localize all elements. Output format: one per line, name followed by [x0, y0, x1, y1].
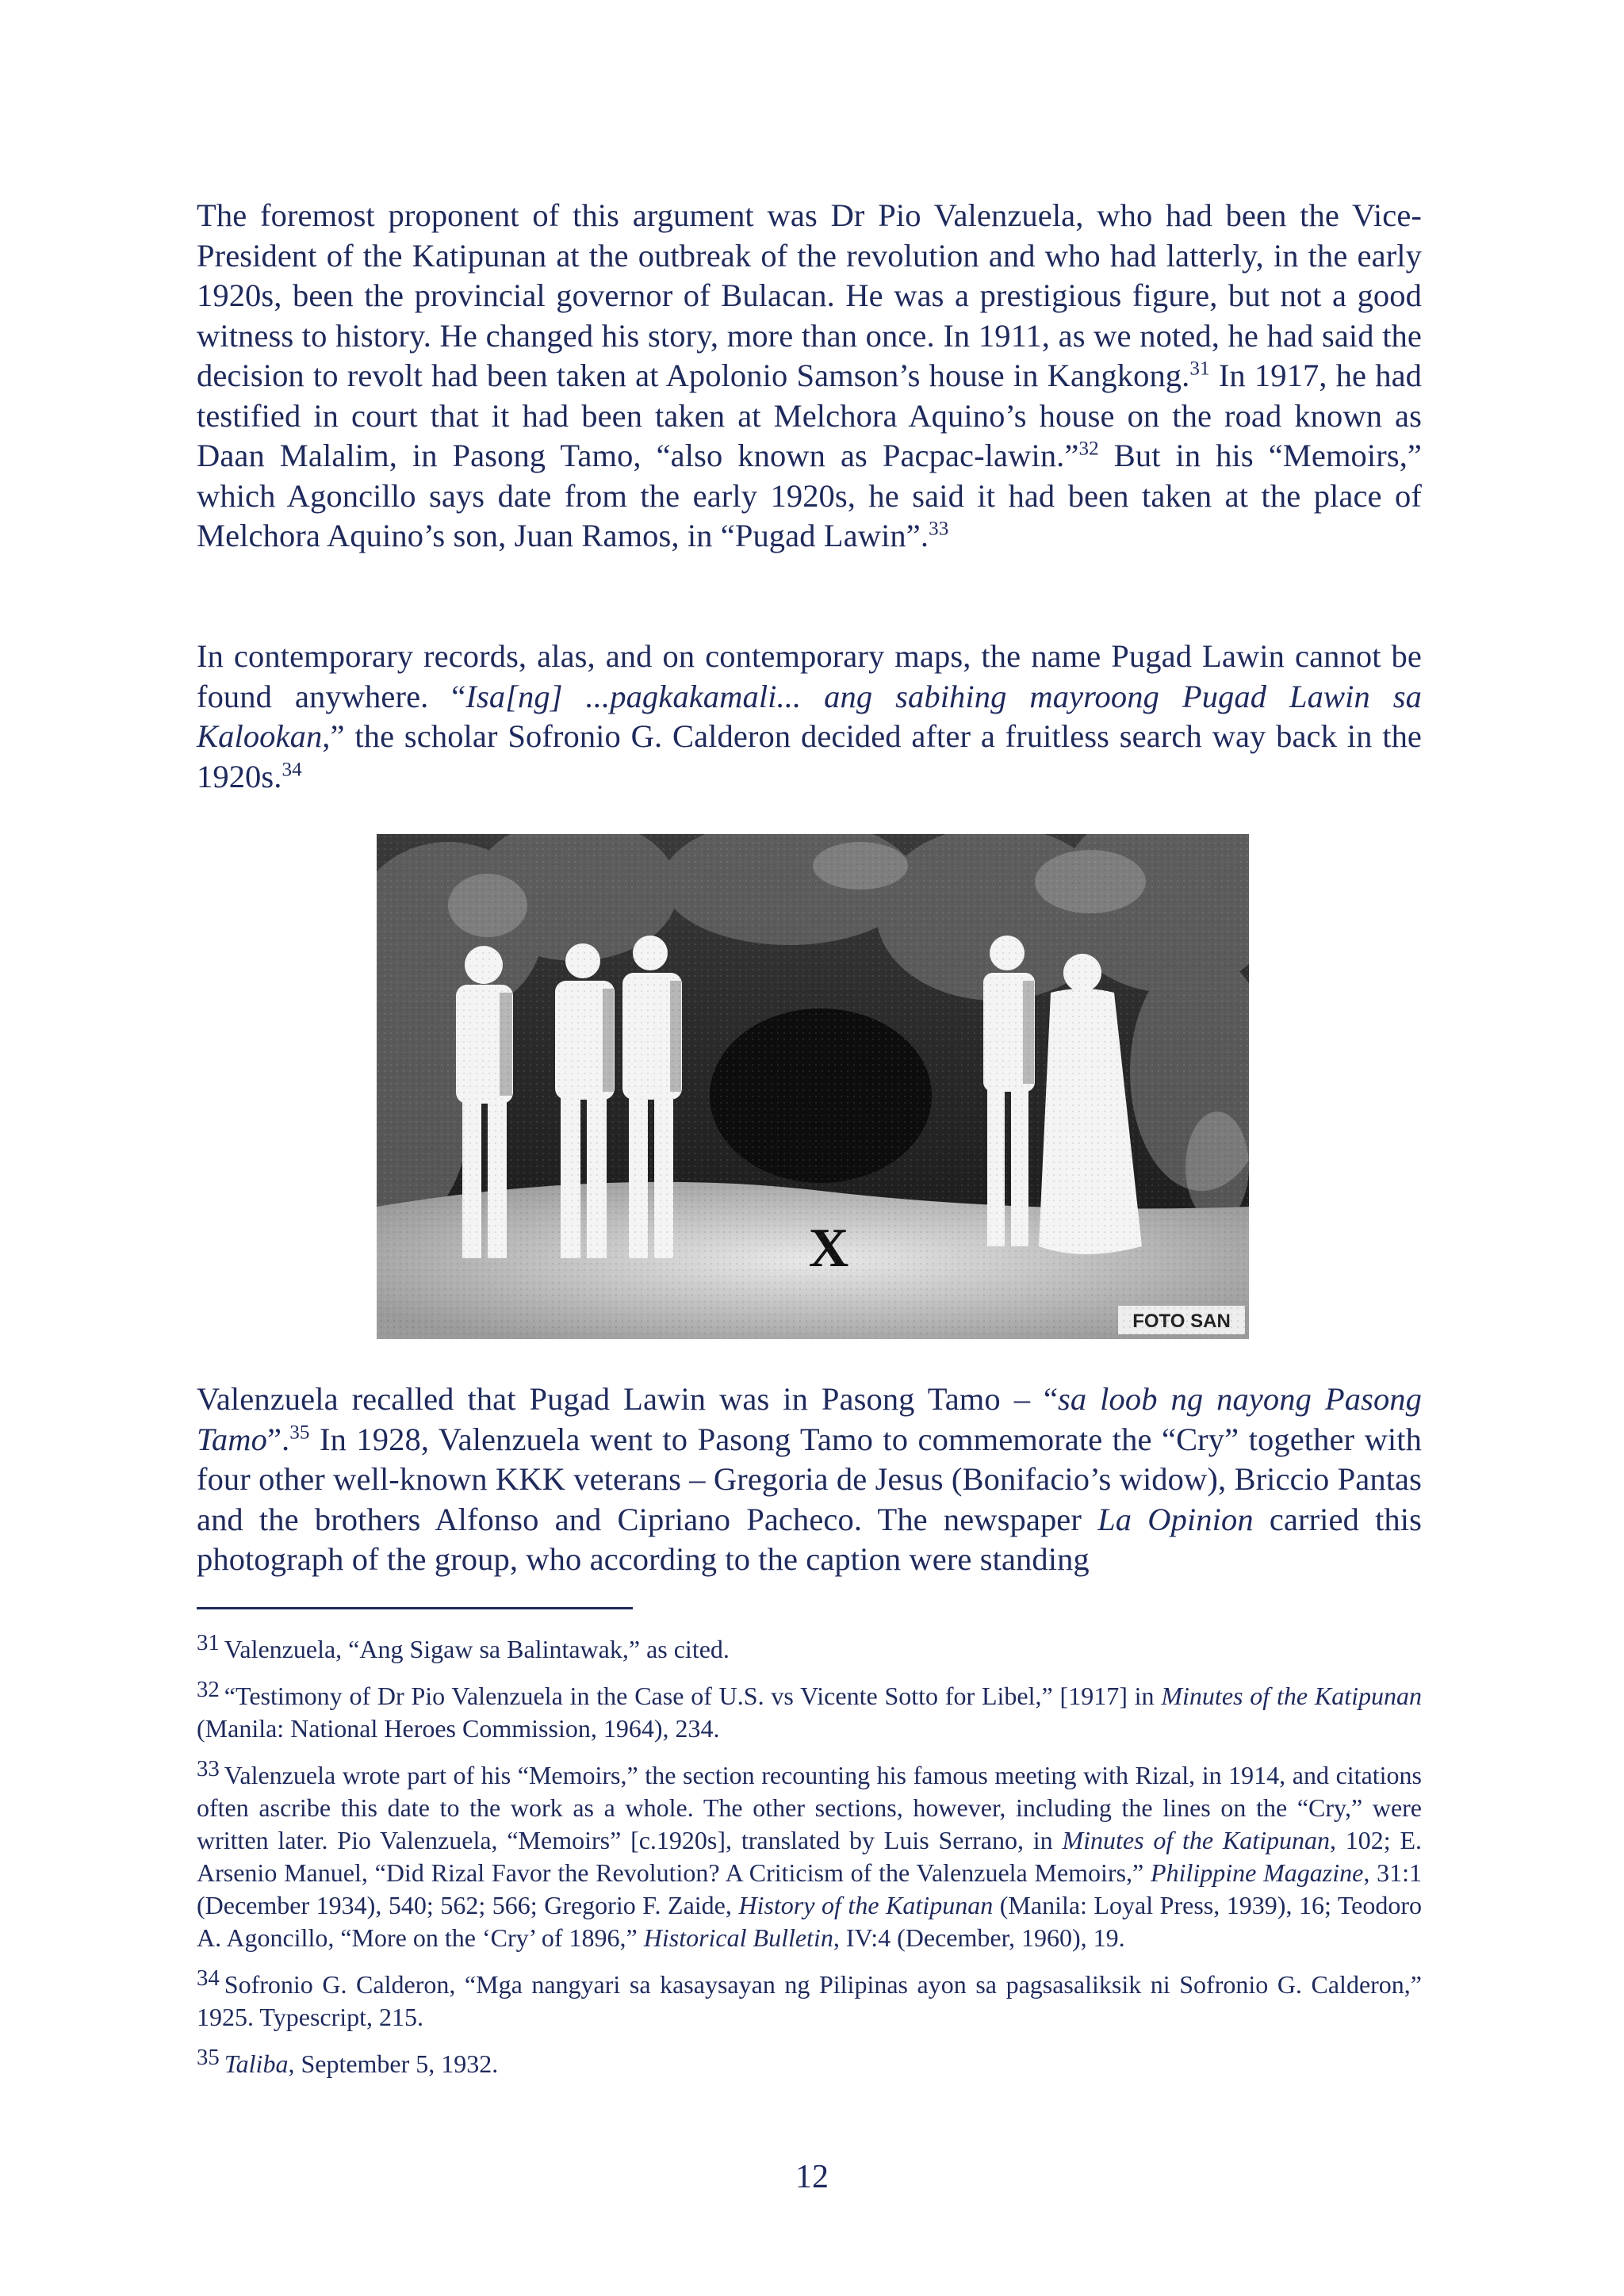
- footnote-text: (Manila: Loyal Press, 1939), 16; Teodoro A. Agoncillo, “More on the ‘Cry’ of 1896,”: [197, 1891, 1423, 1953]
- footnote-italic-text: Taliba: [224, 2049, 289, 2079]
- photo-grain: [377, 834, 1249, 1339]
- footnote-31: [197, 1627, 1422, 1666]
- footnote-text: , IV:4 (December, 1960), 19.: [833, 1923, 1125, 1953]
- footnote-35: [197, 2042, 1422, 2080]
- footnote-text: Valenzuela wrote part of his “Memoirs,” the section recounting his famous meeting with Rizal, in 1914, and citations often ascribe this date to the work as a whole. The other sections, however, including the lines on the “Cry,” were written later. Pio Valenzuela, “Memoirs” [c.1920s], translated by Luis Serrano, in: [197, 1761, 1422, 1855]
- paragraph-text: carried this photograph of the group, who according to the caption were standing: [197, 1501, 1422, 1577]
- paragraph-text: In 1917, he had testified in court that it had been taken at Melchora Aquino’s house on the road known as Daan Malalim, in Pasong Tamo, “also known as Pacpac-lawin.”: [197, 358, 1422, 473]
- footnote-34: [197, 1962, 1422, 2034]
- paragraph-text: ,” the scholar Sofronio G. Calderon decided after a fruitless search way back in the 1920s.: [197, 718, 1422, 794]
- footnote-number: 35: [197, 2045, 220, 2071]
- footnote-text: , 102; E. Arsenio Manuel, “Did Rizal Favor the Revolution? A Criticism of the Valenzuela Memoirs,”: [197, 1826, 1423, 1888]
- footnote-number: 33: [197, 1756, 220, 1782]
- italic-quote: sa loob ng nayong Pasong Tamo: [197, 1381, 1422, 1457]
- footnote-number: 32: [197, 1677, 220, 1703]
- footnote-text: , 31:1 (December 1934), 540; 562; 566; Gregorio F. Zaide,: [197, 1858, 1423, 1920]
- paragraph-text: ”.: [266, 1421, 290, 1457]
- body-paragraph-2: [197, 637, 1422, 797]
- footnote-text: “Testimony of Dr Pio Valenzuela in the Case of U.S. vs Vicente Sotto for Libel,” [1917] in: [224, 1682, 1162, 1711]
- footnote-ref-35[interactable]: 35: [289, 1422, 310, 1443]
- footnote-number: 34: [197, 1965, 220, 1992]
- footnote-32: [197, 1674, 1422, 1745]
- paragraph-text: In contemporary records, alas, and on contemporary maps, the name Pugad Lawin cannot be found anywhere. “: [197, 638, 1422, 714]
- footnote-ref-32[interactable]: 32: [1078, 438, 1099, 460]
- footnote-italic-text: Minutes of the Katipunan: [1062, 1826, 1330, 1855]
- footnote-italic-text: Historical Bulletin: [643, 1923, 833, 1953]
- italic-quote: Isa[ng] ...pagkakamali... ang sabihing mayroong Pugad Lawin sa Kalookan: [197, 678, 1422, 754]
- footnote-ref-34[interactable]: 34: [282, 759, 302, 780]
- paragraph-text: But in his “Memoirs,” which Agoncillo says date from the early 1920s, he said it had been taken at the place of Melchora Aquino’s son, Juan Ramos, in “Pugad Lawin”.: [197, 438, 1423, 553]
- page-number: 12: [795, 2159, 829, 2195]
- footnote-33: [197, 1753, 1422, 1954]
- paragraph-text: Valenzuela recalled that Pugad Lawin was in Pasong Tamo – “: [197, 1381, 1059, 1417]
- footnotes-section: [197, 1627, 1422, 2088]
- historical-photograph: [377, 834, 1249, 1339]
- footnote-italic-text: Minutes of the Katipunan: [1161, 1682, 1423, 1711]
- newspaper-title: La Opinion: [1097, 1501, 1254, 1537]
- footnote-ref-31[interactable]: 31: [1189, 358, 1210, 380]
- footnote-text: (Manila: National Heroes Commission, 1964), 234.: [197, 1714, 720, 1743]
- footnote-ref-33[interactable]: 33: [929, 518, 949, 540]
- footnote-text: Valenzuela, “Ang Sigaw sa Balintawak,” as cited.: [224, 1635, 730, 1664]
- paragraph-text: The foremost proponent of this argument was Dr Pio Valenzuela, who had been the Vice-President of the Katipunan at the outbreak of the revolution and who had latterly, in the early 1920s, been the provincial governor of Bulacan. He was a prestigious figure, but not a good witness to history. He changed his story, more than once. In 1911, as we noted, he had said the decision to revolt had been taken at Apolonio Samson’s house in Kangkong.: [197, 197, 1422, 393]
- footnote-number: 31: [197, 1630, 220, 1655]
- footnote-divider: [197, 1607, 633, 1609]
- body-paragraph-1: [197, 196, 1422, 557]
- footnote-text: , September 5, 1932.: [288, 2049, 499, 2079]
- footnote-italic-text: History of the Katipunan: [738, 1891, 994, 1920]
- photograph-svg: [377, 834, 1249, 1339]
- body-paragraph-3: [197, 1380, 1422, 1580]
- footnote-italic-text: Philippine Magazine: [1151, 1858, 1364, 1888]
- footnote-text: Sofronio G. Calderon, “Mga nangyari sa kasaysayan ng Pilipinas ayon sa pagsasaliksik ni Sofronio G. Calderon,” 1925. Typescript, 215.: [197, 1970, 1422, 2032]
- paragraph-text: In 1928, Valenzuela went to Pasong Tamo to commemorate the “Cry” together with four other well-known KKK veterans – Gregoria de Jesus (Bonifacio’s widow), Briccio Pantas and the brothers Alfonso and Cipriano Pacheco. The newspaper: [197, 1421, 1422, 1537]
